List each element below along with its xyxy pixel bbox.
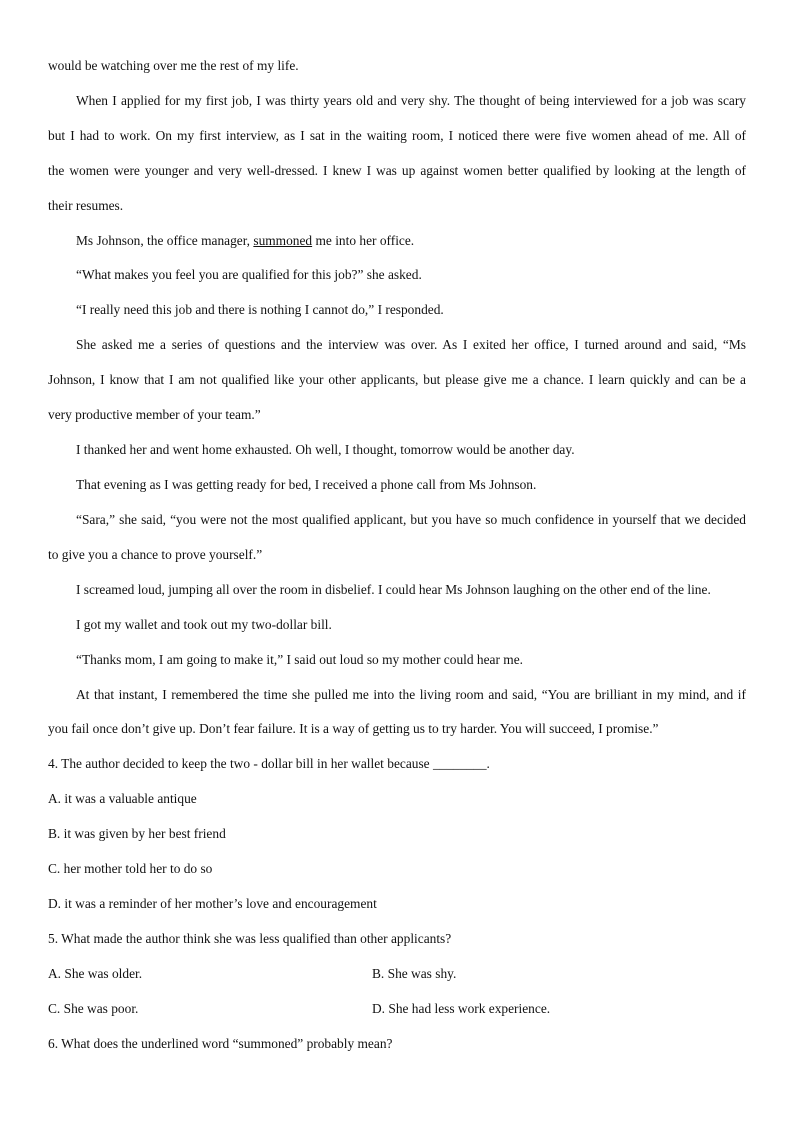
question-4-stem: 4. The author decided to keep the two - dollar bill in her wallet because ________. xyxy=(48,756,490,771)
passage-line: would be watching over me the rest of my life. xyxy=(48,58,299,73)
passage-line xyxy=(76,232,746,250)
passage-line: the women were younger and very well-dressed. I knew I was up against women better qualified by looking at the length of xyxy=(48,163,746,178)
passage-line: That evening as I was getting ready for bed, I received a phone call from Ms Johnson. xyxy=(76,477,537,492)
question-5-stem: 5. What made the author think she was less qualified than other applicants? xyxy=(48,931,452,946)
question-4-option-d: D. it was a reminder of her mother’s love and encouragement xyxy=(48,896,377,911)
passage-line: At that instant, I remembered the time she pulled me into the living room and said, “You are brilliant in my mind, and if xyxy=(76,687,746,702)
passage-line: Johnson, I know that I am not qualified like your other applicants, but please give me a chance. I learn quickly and can be a xyxy=(48,372,746,387)
passage-text: Ms Johnson, the office manager, xyxy=(76,233,254,248)
question-5-option-c: C. She was poor. xyxy=(48,1001,139,1016)
passage-line: “Thanks mom, I am going to make it,” I said out loud so my mother could hear me. xyxy=(76,652,524,667)
passage-line: She asked me a series of questions and the interview was over. As I exited her office, I turned around and said, “Ms xyxy=(76,337,746,352)
question-5-option-a: A. She was older. xyxy=(48,966,143,981)
underlined-word: summoned xyxy=(253,233,313,248)
passage-line: very productive member of your team.” xyxy=(48,407,261,422)
question-5-option-d: D. She had less work experience. xyxy=(372,1001,551,1016)
passage-line: their resumes. xyxy=(48,198,124,213)
passage-line: I thanked her and went home exhausted. Oh well, I thought, tomorrow would be another day. xyxy=(76,442,575,457)
question-5-option-b: B. She was shy. xyxy=(372,966,457,981)
passage-line: you fail once don’t give up. Don’t fear failure. It is a way of getting us to try harder. You will succeed, I promise.” xyxy=(48,721,659,736)
question-6-stem: 6. What does the underlined word “summoned” probably mean? xyxy=(48,1036,393,1051)
passage-line: I got my wallet and took out my two-dollar bill. xyxy=(76,617,332,632)
passage-line: but I had to work. On my first interview, as I sat in the waiting room, I noticed there were five women ahead of me. All of xyxy=(48,128,746,143)
passage-line: When I applied for my first job, I was thirty years old and very shy. The thought of being interviewed for a job was scary xyxy=(76,93,746,108)
passage-line: “I really need this job and there is nothing I cannot do,” I responded. xyxy=(76,302,444,317)
passage-line: “Sara,” she said, “you were not the most qualified applicant, but you have so much confidence in yourself that we decided xyxy=(76,512,746,527)
question-4-option-a: A. it was a valuable antique xyxy=(48,791,197,806)
passage-text: me into her office. xyxy=(312,233,415,248)
question-4-option-c: C. her mother told her to do so xyxy=(48,861,213,876)
passage-line: “What makes you feel you are qualified for this job?” she asked. xyxy=(76,267,422,282)
question-4-option-b: B. it was given by her best friend xyxy=(48,826,226,841)
passage-line: to give you a chance to prove yourself.” xyxy=(48,547,263,562)
passage-line: I screamed loud, jumping all over the room in disbelief. I could hear Ms Johnson laughing on the other end of the line. xyxy=(76,582,711,597)
